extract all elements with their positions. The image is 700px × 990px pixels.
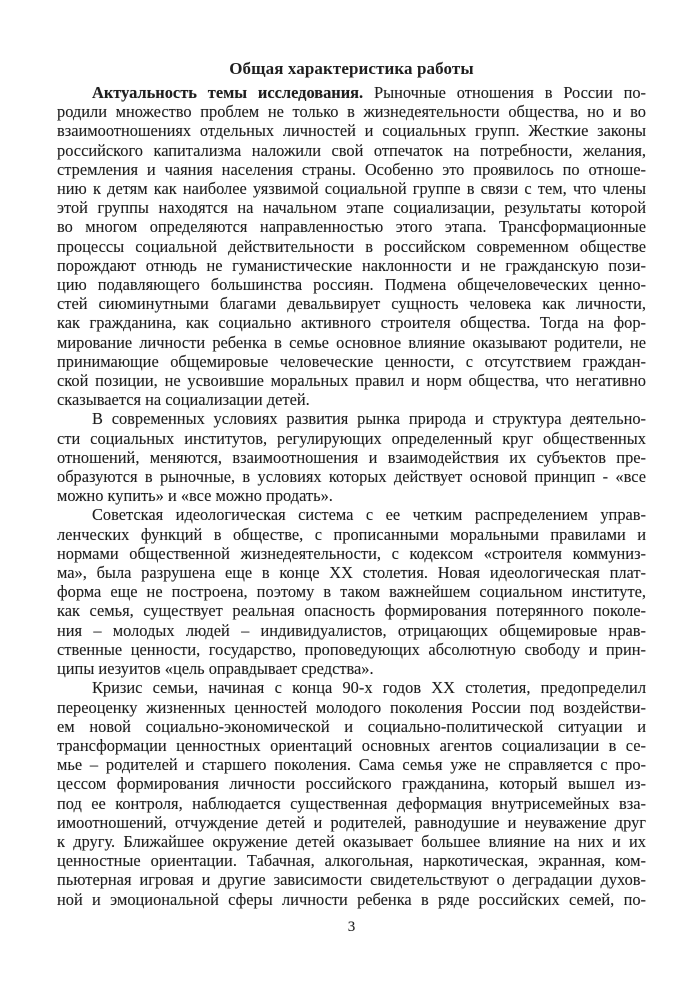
text-line: ния – молодых людей – индивидуалистов, отрицающих общемировые нрав- (57, 620, 646, 640)
text-line: образуются в рыночные, в условиях которых действует основой принцип - «все (57, 467, 646, 487)
paragraph (57, 678, 646, 908)
text-line: ленческих функций в обществе, с прописанными моральными правилами и (57, 524, 646, 544)
text-line: ципы иезуитов «цель оправдывает средства». (57, 659, 374, 679)
text-line: форма еще не построена, поэтому в таком важнейшем социальном институте, (57, 582, 646, 602)
text-line: ма», была разрушена еще в конце XX столетия. Новая идеологическая плат- (57, 563, 646, 583)
text-line: В современных условиях развития рынка природа и структура деятельно- (92, 409, 646, 429)
text-line: порождают отнюдь не гуманистические наклонности и не гражданскую пози- (57, 255, 646, 275)
text-line: процессы социальной действительности в российском современном обществе (57, 236, 646, 256)
document-body (57, 83, 646, 909)
text-line: стремления и чаяния населения страны. Особенно это проявилось по отноше- (57, 159, 646, 179)
text-line: сказывается на социализации детей. (57, 390, 310, 410)
text-line: под ее контроля, наблюдается существенная деформация внутрисемейных вза- (57, 793, 646, 813)
text-line: Актуальность темы исследования. Рыночные отношения в России по- (92, 83, 646, 102)
text-line: отношений, меняются, взаимоотношения и взаимодействия их субъектов пре- (57, 447, 646, 467)
text-line: как гражданина, как социально активного строителя общества. Тогда на фор- (57, 313, 646, 333)
paragraph (57, 505, 646, 678)
text-line: как семья, существует реальная опасность формирования потерянного поколе- (57, 601, 646, 621)
text-line: Кризис семьи, начиная с конца 90-х годов XX столетия, предопределил (92, 678, 646, 698)
text-line: ценностные ориентации. Табачная, алкогольная, наркотическая, экранная, ком- (57, 851, 646, 871)
text-line: взаимоотношениях отдельных личностей и социальных групп. Жесткие законы (57, 121, 646, 141)
paragraph (57, 83, 646, 409)
text-line: российского капитализма наложили свой отпечаток на потребности, желания, (57, 140, 646, 160)
text-line: к другу. Ближайшее окружение детей оказывает большее влияние на них и их (57, 831, 646, 851)
text-line: переоценку жизненных ценностей молодого поколения России под воздействи- (57, 697, 646, 717)
text-line: цессом формирования личности российского гражданина, который вышел из- (57, 774, 646, 794)
text-line: цию подавляющего большинства россиян. Подмена общечеловеческих ценно- (57, 275, 646, 295)
text-line: мирование личности ребенка в семье основное влияние оказывают родители, не (57, 332, 646, 352)
section-heading: Общая характеристика работы (229, 59, 474, 78)
text-line: стей сиюминутными благами девальвирует сущность человека как личности, (57, 294, 646, 314)
text-line: родили множество проблем не только в жизнедеятельности общества, но и во (57, 102, 646, 122)
text-line: нию к детям как наиболее уязвимой социальной группе в связи с тем, что члены (57, 179, 646, 199)
text-line: ем новой социально-экономической и социально-политической ситуации и (57, 716, 646, 736)
text-line: ной и эмоциональной сферы личности ребенка в ряде российских семей, по- (57, 889, 646, 909)
text-line: трансформации ценностных ориентаций основных агентов социализации в се- (57, 735, 646, 755)
text-line: сти социальных институтов, регулирующих определенный круг общественных (57, 428, 646, 448)
text-line: этой группы находятся на начальном этапе социализации, результаты которой (57, 198, 646, 218)
text-line: нормами общественной жизнедеятельности, с кодексом «строителя коммуниз- (57, 543, 646, 563)
text-line: можно купить» и «все можно продать». (57, 486, 333, 506)
text-line: мье – родителей и старшего поколения. Сама семья уже не справляется с про- (57, 755, 646, 775)
page-number: 3 (347, 918, 356, 935)
paragraph (57, 409, 646, 505)
text-line: имоотношений, отчуждение детей и родителей, равнодушие и неуважение друг (57, 812, 646, 832)
text-line: во многом определяются направленностью этого этапа. Трансформационные (57, 217, 646, 237)
paragraph-lead-bold: Актуальность темы исследования. (92, 83, 364, 102)
text-line: пьютерная игровая и другие зависимости свидетельствуют о деградации духов- (57, 870, 646, 890)
text-line: принимающие общемировые человеческие ценности, с отсутствием граждан- (57, 351, 646, 371)
text-line: Советская идеологическая система с ее четким распределением управ- (92, 505, 646, 525)
text-line: ственные ценности, государство, проповедующих абсолютную свободу и прин- (57, 639, 646, 659)
text-line: ской позиции, не усвоившие моральных правил и норм общества, что негативно (57, 371, 646, 391)
text-block (57, 58, 646, 937)
